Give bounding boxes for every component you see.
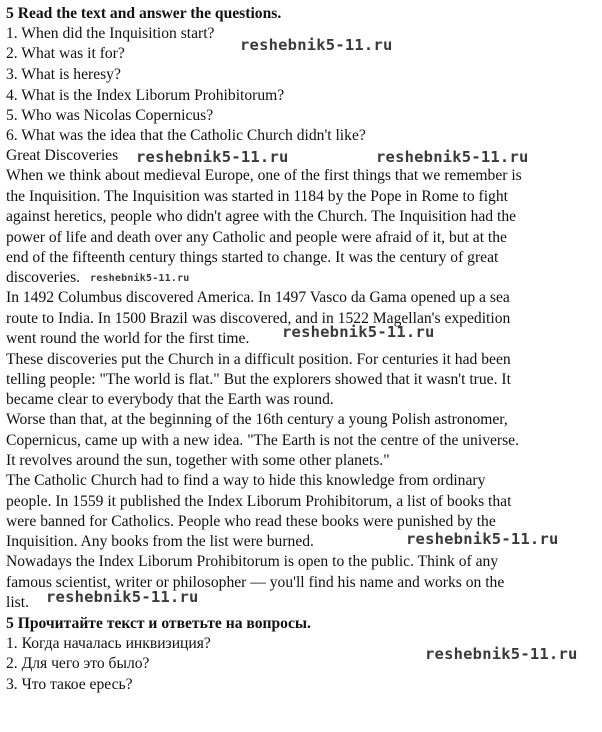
text-title: Great Discoveries [6,147,119,164]
watermark: reshebnik5-11.ru [376,148,529,166]
text-line: power of life and death over any Catholic and people were afraid of it, but at the [6,229,507,246]
text-line: telling people: "The world is flat." But the explorers showed that it wasn't true. It [6,371,511,388]
text-line: Worse than that, at the beginning of the 16th century a young Polish astronomer, [6,411,508,428]
watermark: reshebnik5-11.ru [90,273,190,284]
question-4: 4. What is the Index Liborum Prohibitorum? [6,87,285,104]
text-line: When we think about medieval Europe, one of the first things that we remember is [6,167,522,184]
text-line: went round the world for the first time. [6,330,250,347]
question-ru-3: 3. Что такое ересь? [6,676,133,693]
watermark: reshebnik5-11.ru [240,36,393,54]
text-line: the Inquisition. The Inquisition was started in 1184 by the Pope in Rome to fight [6,188,508,205]
text-line: The Catholic Church had to find a way to hide this knowledge from ordinary [6,472,486,489]
text-line: end of the fifteenth century things started to change. It was the century of great [6,249,499,266]
text-line: people. In 1559 it published the Index Liborum Prohibitorum, a list of books that [6,493,512,510]
text-line: Nowadays the Index Liborum Prohibitorum is open to the public. Think of any [6,553,499,570]
question-ru-2: 2. Для чего это было? [6,655,150,672]
text-line: famous scientist, writer or philosopher — you'll find his name and works on the [6,574,505,591]
watermark: reshebnik5-11.ru [46,588,199,606]
text-line: route to India. In 1500 Brazil was discovered, and in 1522 Magellan's expedition [6,310,511,327]
question-1: 1. When did the Inquisition start? [6,25,215,42]
question-6: 6. What was the idea that the Catholic Church didn't like? [6,127,366,144]
question-5: 5. Who was Nicolas Copernicus? [6,107,214,124]
text-line: Inquisition. Any books from the list were burned. [6,533,314,550]
watermark: reshebnik5-11.ru [136,148,289,166]
watermark: reshebnik5-11.ru [425,645,578,663]
text-line: became clear to everybody that the Earth was round. [6,391,334,408]
question-3: 3. What is heresy? [6,66,121,83]
question-2: 2. What was it for? [6,45,125,62]
watermark: reshebnik5-11.ru [282,323,435,341]
text-line: It revolves around the sun, together with some other planets." [6,452,390,469]
text-line: against heretics, people who didn't agree with the Church. The Inquisition had the [6,208,517,225]
text-line: list. [6,594,29,611]
watermark: reshebnik5-11.ru [406,530,559,548]
text-line: In 1492 Columbus discovered America. In 1497 Vasco da Gama opened up a sea [6,289,510,306]
question-ru-1: 1. Когда началась инквизиция? [6,635,211,652]
exercise-heading-ru: 5 Прочитайте текст и ответьте на вопросы. [6,615,311,632]
text-line: These discoveries put the Church in a difficult position. For centuries it had been [6,351,511,368]
exercise-heading: 5 Read the text and answer the questions. [6,5,282,22]
text-line: were banned for Catholics. People who read these books were punished by the [6,513,496,530]
text-line: discoveries. [6,269,81,286]
text-line: Copernicus, came up with a new idea. "The Earth is not the centre of the universe. [6,432,519,449]
